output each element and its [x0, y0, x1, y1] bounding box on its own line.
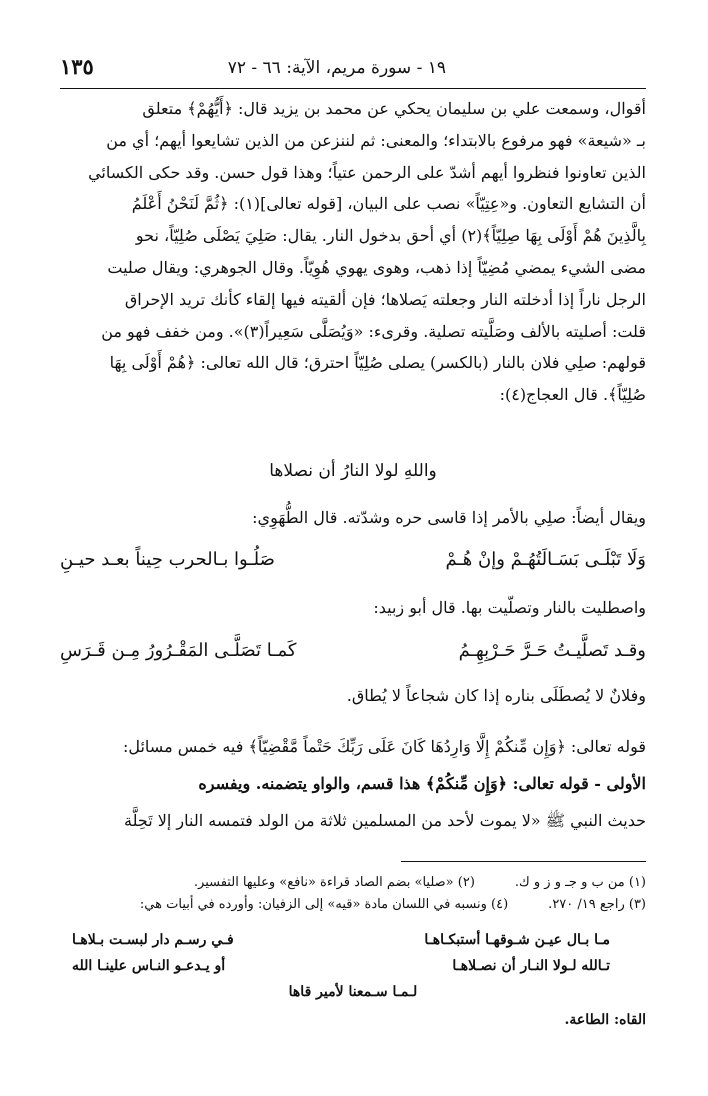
footnote-poem-left: أو يـدعـو النـاس علينـا الله — [72, 958, 226, 974]
text-line-abu-zubaid: واصطليت بالنار وتصلّيت بها. قال أبو زبيد: — [373, 598, 646, 617]
text-line: مضى الشيء يمضي مُضِيّاً إذا ذهب، وهوى يهوي هُوِيّاً. وقال الجوهري: ويقال صليت — [107, 257, 646, 277]
footnote-poem-center: لـمـا سـمعنا لأمير قاها — [288, 984, 418, 1000]
page-header — [60, 54, 646, 88]
footnote-2: (٢) «صليا» بضم الصاد قراءة «نافع» وعليها التفسير. — [193, 875, 475, 890]
text-line: صُلِيّاً﴾. قال العجاج(٤): — [499, 385, 646, 405]
section-heading: قوله تعالى: ﴿وَإِن مِّنكُمْ إِلَّا وَارِدُهَا كَانَ عَلَى رَبِّكَ حَتْماً مَّقْضِيّاً﴾ فيه خمس مسائل: — [122, 737, 646, 756]
poem-abu-zubaid — [60, 640, 646, 676]
poem-hemistich-right: وَلَا تَبْلَـى بَسَـالَتُهُـمْ وإنْ هُـمْ — [445, 549, 646, 570]
footnote-4: (٤) ونسبه في اللسان مادة «قيه» إلى الزفيان: وأورده في أبيات هي: — [139, 897, 509, 912]
footnote-poem-left: فـي رسـم دار لبسـت بـلاهـا — [72, 932, 234, 948]
section-verse-71 — [60, 728, 646, 839]
footnote-poem-row — [72, 932, 610, 948]
footnote-row — [60, 872, 646, 894]
text-line: أقوال، وسمعت علي بن سليمان يحكي عن محمد بن يزيد قال: ﴿أَيُّهُمْ﴾ متعلق — [142, 99, 646, 118]
text-line: الرجل ناراً إذا أدخلته النار وجعلته يَصلاها؛ فإن ألقيته فيها إلقاء كأنك تريد الإحراق — [124, 289, 646, 309]
text-line-fulan: وفلانٌ لا يُصطَلَى بناره إذا كان شجاعاً لا يُطاق. — [346, 686, 646, 705]
footnote-row — [60, 894, 646, 916]
footnote-1: (١) من ب و جـ و ز و ك. — [514, 875, 646, 890]
text-line: بِالَّذِينَ هُمْ أَوْلَى بِهَا صِلِيّاً﴾(٢) أي أحق بدخول النار. يقال: صَلِيَ يَصْلَى صُلِيّاً، نحو — [135, 226, 646, 246]
text-line: الذين تعاونوا فنظروا أيهم أشدّ على الرحمن عتياً؛ وهذا قول حسن. وقد حكى الكسائي — [88, 162, 646, 182]
running-title: ١٩ - سورة مريم، الآية: ٦٦ - ٧٢ — [227, 58, 446, 78]
text-line: أن التشايع التعاون. و«عِتِيّاً» نصب على البيان، [قوله تعالى](١): ﴿ثُمَّ لَنَحْنُ أَعْلَمُ — [131, 194, 646, 214]
page-number: ١٣٥ — [60, 54, 94, 79]
poem-hemistich-right: وقـد تَصلَّيـتُ حَـرَّ حَـرْبِهِـمُ — [458, 640, 646, 661]
main-text — [60, 93, 646, 411]
header-rule — [60, 88, 646, 89]
text-line: قولهم: صلِي فلان بالنار (بالكسر) يصلى صُلِيّاً احترق؛ قال الله تعالى: ﴿هُمْ أَوْلَى بِهَا — [109, 353, 646, 373]
footnote-poem-right: تـالله لـولا النـار أن نصـلاهـا — [452, 958, 610, 974]
hadith-line: حديث النبي ﷺ «لا يموت لأحد من المسلمين ثلاثة من الولد فتمسه النار إلا تَحِلَّة — [124, 811, 646, 830]
footnote-poem-right: مـا بـال عيـن شـوقهـا أستبكـاهـا — [424, 932, 610, 948]
poem-hemistich-left: كَمـا تَصَلَّـى المَقْـرُورُ مِـن قَـرَسِ — [60, 640, 297, 661]
poem-hemistich-left: صَلُـوا بـالحرب حِيناً بعـد حيـنِ — [60, 549, 275, 570]
verse-ajjaj: واللهِ لولا النارُ أن نصلاها — [269, 461, 437, 481]
text-line-tahawi: ويقال أيضاً: صلِي بالأمر إذا قاسى حره وشدّته. قال الطُّهَوِي: — [252, 508, 646, 527]
footnote-poem-row — [72, 958, 610, 974]
poem-tahawi — [60, 549, 646, 585]
footnote-3: (٣) راجع ١٩/ ٢٧٠. — [548, 897, 646, 912]
text-line: قلت: أصليته بالألف وصَلَّيته تصلية. وقرىء: «وَيُصَلَّى سَعِيراً(٣)». ومن خفف فهو من — [101, 321, 646, 341]
text-line: بـ «شيعة» فهو مرفوع بالابتداء؛ والمعنى: ثم لننزعن من الذين تشايعوا أيهم؛ أي من — [106, 130, 646, 150]
issue-one: الأولى - قوله تعالى: ﴿وَإِن مِّنكُمْ﴾ هذا قسم، والواو يتضمنه. ويفسره — [198, 774, 646, 793]
footnote-gloss: القاه: الطاعة. — [564, 1012, 646, 1028]
footnote-rule — [401, 861, 646, 862]
footnotes — [60, 872, 646, 916]
